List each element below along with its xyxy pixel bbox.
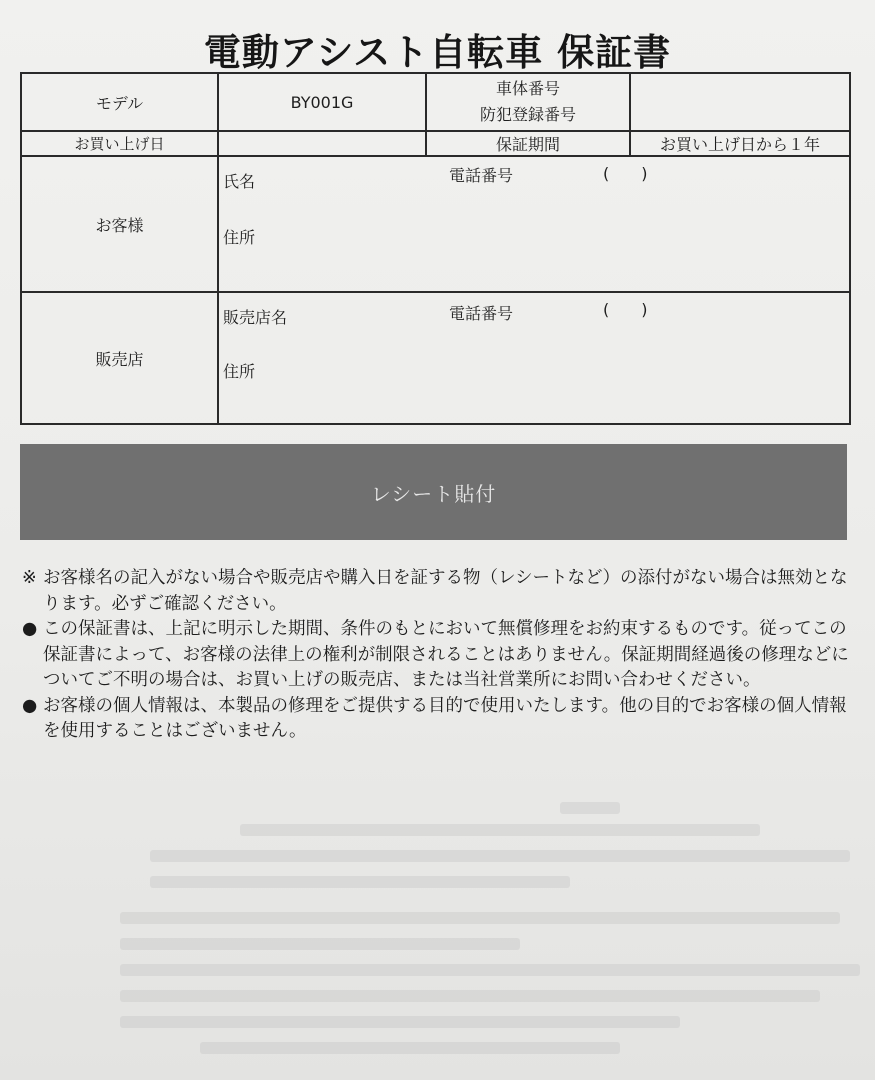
customer-section-label-cell: [21, 156, 218, 292]
show-through-backside-text: [0, 780, 875, 1080]
dealer-shop-name-label: 販売店名: [223, 308, 288, 327]
frame-number-label-cell: [426, 73, 630, 131]
model-label-cell: [21, 73, 218, 131]
dealer-phone-label: 電話番号: [449, 304, 514, 323]
frame-number-label: 車体番号: [495, 79, 560, 98]
note-asterisk-mark: ※: [22, 568, 37, 588]
model-label: モデル: [95, 93, 144, 113]
dealer-section-label-cell: [21, 292, 218, 424]
customer-info-cell: [218, 156, 850, 292]
dealer-phone-parens: ( ): [603, 300, 648, 319]
dealer-address-label: 住所: [223, 362, 256, 381]
note-item: [22, 617, 852, 694]
note-text: この保証書は、上記に明示した期間、条件のもとにおいて無償修理をお約束するものです。従ってこの保証書によって、お客様の法律上の権利が制限されることはありません。保証期間経過後の修理などについてご不明の場合は、お買い上げの販売店、または当社営業所にお問い合わせください。: [43, 619, 849, 690]
note-text: お客様の個人情報は、本製品の修理をご提供する目的で使用いたします。他の目的でお客様の個人情報を使用することはございません。: [43, 695, 847, 741]
warranty-period-value: お買い上げ日から１年: [659, 135, 820, 154]
purchase-date-label: お買い上げ日: [74, 135, 165, 153]
warranty-period-label: 保証期間: [495, 135, 560, 154]
model-value: BY001G: [290, 92, 354, 112]
receipt-attachment-area: [20, 444, 847, 540]
page-title: 電動アシスト自転車 保証書: [203, 31, 672, 74]
anti-theft-number-label: 防犯登録番号: [479, 105, 576, 124]
dealer-section-label: 販売店: [95, 349, 144, 369]
purchase-date-field[interactable]: [218, 131, 426, 156]
warranty-notes: [22, 566, 852, 745]
customer-address-label: 住所: [223, 228, 256, 247]
frame-number-field[interactable]: [630, 73, 850, 131]
warranty-form-table: [20, 72, 851, 425]
customer-phone-label: 電話番号: [449, 166, 514, 185]
warranty-period-label-cell: [426, 131, 630, 156]
note-bullet-mark: ●: [22, 619, 38, 639]
customer-section-label: お客様: [95, 215, 144, 235]
note-text: お客様名の記入がない場合や販売店や購入日を証する物（レシートなど）の添付がない場合は無効となります。必ずご確認ください。: [43, 568, 848, 614]
dealer-info-cell: [218, 292, 850, 424]
receipt-label: レシート貼付: [370, 481, 497, 506]
model-value-cell[interactable]: [218, 73, 426, 131]
customer-name-label: 氏名: [223, 172, 256, 191]
customer-phone-parens: ( ): [603, 164, 648, 183]
purchase-date-label-cell: [21, 131, 218, 156]
note-item: [22, 694, 852, 745]
note-bullet-mark: ●: [22, 695, 38, 716]
note-item: [22, 566, 852, 617]
warranty-period-value-cell: [630, 131, 850, 156]
